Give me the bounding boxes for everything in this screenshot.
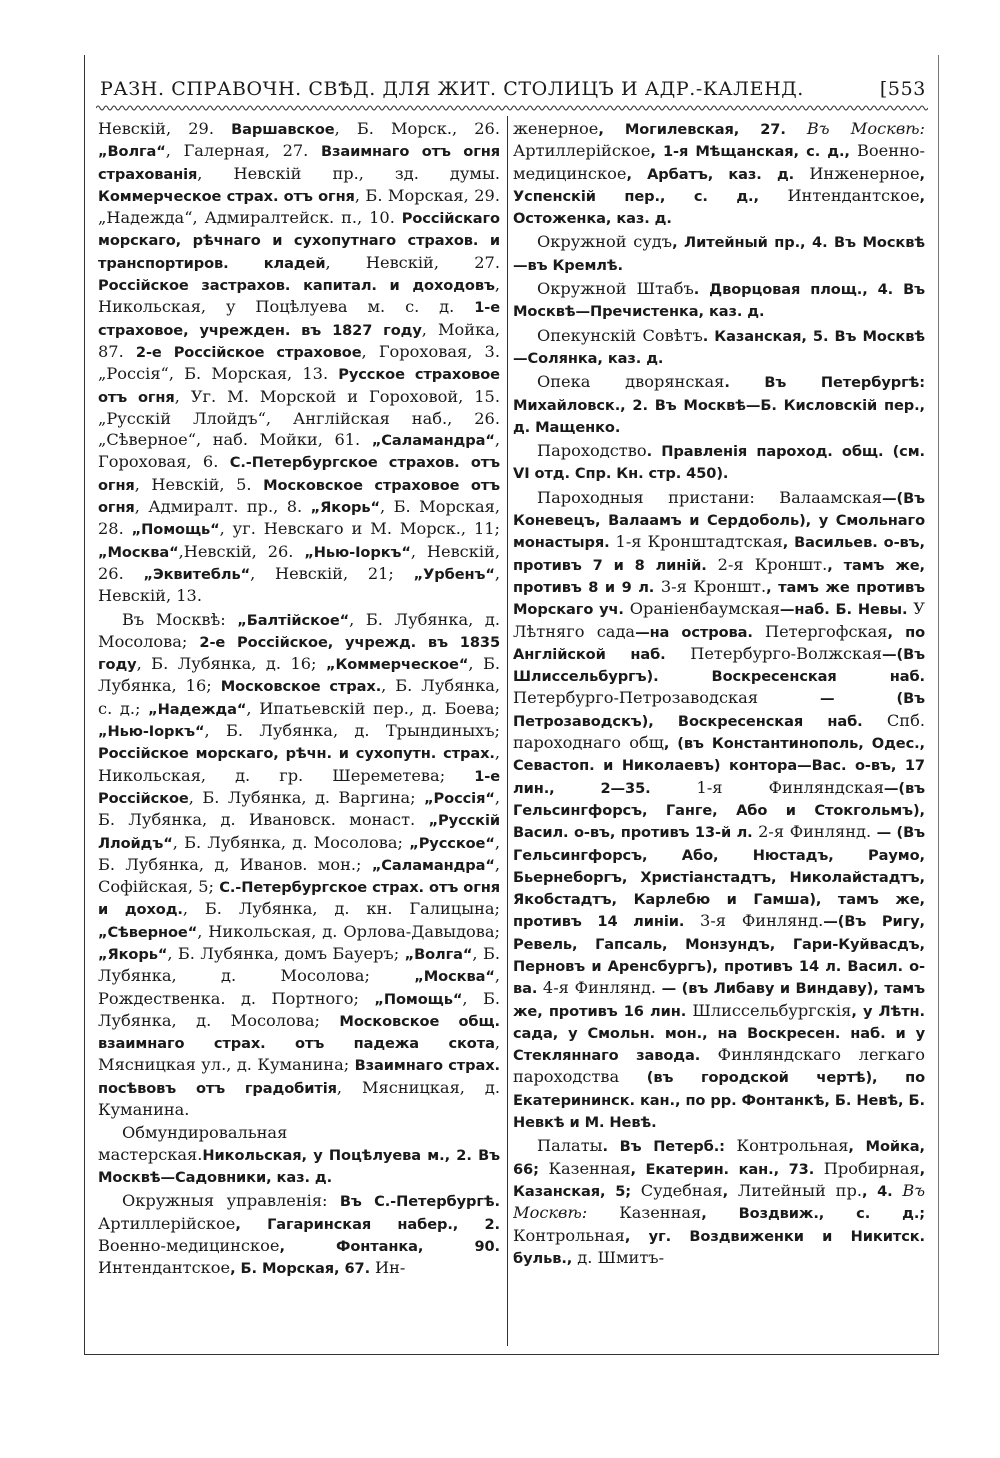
bold-entry: „Нью-Іоркъ“ [304, 543, 411, 561]
text-run: 2-я Финлянд. [758, 822, 872, 842]
text-run: , Гороховая, 6. [98, 430, 500, 472]
bold-entry: —(Въ Коневецъ, Валаамъ и Сердоболь), у Смольнаго монастыря. [513, 489, 925, 552]
bold-entry: „Нью-Іоркъ“ [98, 723, 205, 741]
bold-entry: „Москва“ [98, 543, 179, 561]
bold-entry [755, 490, 779, 507]
bold-entry: , Мойка, 66; [513, 1138, 925, 1178]
text-run: Окружной Штабъ [537, 279, 694, 299]
text-run: Спб. пароходнаго общ [513, 710, 925, 753]
bold-entry: Въ С.-Петербургѣ. [327, 1193, 500, 1211]
text-run: , Мясницкая ул., д. Куманина; [98, 1033, 500, 1075]
page-border-right [938, 55, 939, 1355]
bold-entry: (въ городской чертѣ), по Екатерининск. кан., по рр. Фонтанкѣ, Б. Невѣ, Б. Невкѣ и М. Невѣ. [513, 1069, 925, 1132]
text-run: 4-я Финлянд. [542, 978, 657, 998]
page-border-left [84, 55, 85, 1355]
paragraph [513, 371, 925, 438]
header-title: РАЗН. СПРАВОЧН. СВѢД. ДЛЯ ЖИТ. СТОЛИЦЪ И АДР.-КАЛЕНД. [100, 78, 804, 100]
bold-entry: , Гагаринская набер., 2. [235, 1215, 500, 1233]
text-run: , Софійская, 5; [98, 854, 500, 897]
text-run: Петербурго-Волжская [690, 643, 883, 663]
text-run: , Рождественка. д. Портного; [98, 966, 500, 1008]
bold-entry: С.-Петербургское страх. отъ огня и доход. [98, 879, 500, 919]
text-run: Артиллерійское [98, 1213, 236, 1233]
bold-entry: , Б. Морская, 67. [230, 1260, 376, 1278]
bold-entry: Варшавское [231, 121, 335, 138]
bold-entry: „Балтійское“ [237, 611, 350, 629]
paragraph [98, 1190, 500, 1279]
text-run: 2-я Кроншт. [717, 554, 828, 574]
text-run: Казенная [548, 1158, 631, 1178]
text-run: , Б. Лубянка, 16; [98, 654, 500, 696]
text-run: , уг. Невскаго и М. Морск., 11; [219, 519, 500, 539]
text-run: Ин- [375, 1258, 406, 1278]
text-run: , Невскій, 5. [134, 474, 264, 494]
bold-entry: —на острова. [635, 623, 765, 641]
bold-entry: —(Въ Шлиссельбургъ). Воскресенская наб. [513, 645, 925, 686]
paragraph [513, 440, 925, 485]
bold-entry: , 4. [861, 1182, 903, 1200]
bold-entry: „Саламандра“ [371, 856, 495, 874]
text-run: Военно-медицинское [513, 141, 925, 183]
bold-entry: С.-Петербургское страхов. отъ огня [98, 454, 500, 494]
paragraph [513, 118, 925, 229]
text-run: Литейный пр. [737, 1180, 862, 1200]
paragraph [513, 325, 925, 370]
text-run: 3-я Кроншт. [660, 576, 767, 596]
bold-entry: Московское страховое отъ огня [98, 476, 500, 517]
bold-entry: „Якорь“ [310, 499, 380, 517]
paragraph [513, 231, 925, 276]
text-run: Интендантское [787, 185, 920, 205]
page-number: [553 [879, 78, 926, 100]
text-run: Невскій, 29. [98, 119, 232, 138]
bold-entry: —наб. Б. Невы. [779, 601, 914, 619]
bold-entry: Никольская, у Поцѣлуева м., 2. Въ Москвѣ—Садовники, каз. д. [98, 1146, 500, 1186]
bold-entry: „Эквитебль“ [143, 565, 251, 583]
text-run: , Невскій пр., зд. думы. [197, 163, 500, 183]
text-run: , Невскій, 27. [325, 252, 500, 272]
text-run: Окружныя управленія: [122, 1191, 328, 1211]
paragraph [513, 278, 925, 323]
text-run: , Б. Лубянка, д. Ивановск. монаст. [98, 787, 500, 830]
bold-entry: , Фонтанка, 90. [279, 1237, 500, 1255]
bold-entry: 2-е Россійское, учрежд. въ 1835 году [98, 633, 500, 674]
bold-entry: Взаимнаго страх. посѣвовъ отъ градобитія [98, 1057, 500, 1097]
bold-entry: „Сѣверное“ [98, 923, 198, 941]
bold-entry: , Екатерин. кан., 73. [630, 1160, 824, 1178]
bold-entry: , Воздвиж., с. д.; [701, 1205, 925, 1223]
bold-entry: Россійское морскаго, рѣчн. и сухопутн. страх. [98, 745, 495, 763]
text-run: Въ Москвѣ: [513, 1180, 925, 1223]
header-wavy-rule [96, 103, 928, 113]
bold-entry: —(въ Гельсингфорсъ, Ганге, Або и Стокгольмъ), Васил. о-въ, противъ 13-й л. [513, 779, 925, 842]
bold-entry: , Литейный пр., 4. Въ Москвѣ—въ Кремлѣ. [513, 234, 925, 274]
text-run: Интендантское [98, 1258, 231, 1278]
text-run: , Невскій, 13. [98, 563, 500, 606]
paragraph [513, 1135, 925, 1269]
bold-entry: „Волга“ [98, 143, 166, 161]
bold-entry: Коммерческое страх. отъ огня [98, 187, 355, 205]
bold-entry: , Успенскій пер., с. д., [513, 165, 925, 205]
text-run: 1-я Финляндская [696, 777, 884, 797]
text-run: Обмундировальная мастерская. [98, 1123, 288, 1164]
bold-entry: . Правленія пароход. общ. (см. VI отд. Спр. Кн. стр. 450). [513, 443, 925, 483]
bold-entry: , [722, 1182, 738, 1200]
running-header [100, 74, 926, 104]
bold-entry: , уг. Воздвиженки и Никитск. бульв., [513, 1227, 925, 1267]
text-run: Опека дворянская [537, 372, 725, 392]
text-run: Пароходство [537, 441, 647, 461]
bold-entry: , Могилевская, 27. [598, 121, 807, 138]
bold-entry: , Остоженка, каз. д. [513, 187, 925, 228]
bold-entry: —(Въ Ригу, Ревель, Гапсаль, Монзундъ, Гари-Куйвасдъ, Перновъ и Аренсбургъ), противъ 14 л. Васил. о-ва. [513, 913, 925, 998]
bold-entry: 1-е Россійское [98, 767, 500, 807]
bold-entry: „Урбенъ“ [413, 565, 495, 583]
paragraph [513, 487, 925, 1134]
bold-entry: , 1-я Мѣщанская, с. д., [650, 143, 857, 161]
text-run: , Б. Лубянка, д. Варгина; [188, 787, 425, 807]
bold-entry: . Въ Петербургѣ: Михайловск., 2. Въ Москвѣ—Б. Кисловскій пер., д. Мащенко. [513, 374, 925, 436]
text-run: , Б. Лубянка, д. Мосолова; [98, 609, 500, 651]
text-run: , Адмиралт. пр., 8. [134, 497, 311, 517]
text-run: Петербурго-Петрозаводская [513, 688, 759, 708]
text-run: , Невскій, 26. [98, 541, 500, 583]
bold-entry: , у Лѣтн. сада, у Смольн. мон., на Воскресен. наб. и у Стекляннаго завода. [513, 1002, 925, 1065]
text-run: Артиллерійское [513, 141, 651, 161]
text-run: Окружной судъ [537, 232, 673, 252]
text-run: Инженерное [809, 163, 920, 183]
bold-entry: — (въ Либаву и Виндаву), тамъ же, противъ 16 лин. [513, 980, 925, 1020]
text-run: , Никольская, д. гр. Шереметева; [98, 743, 500, 785]
text-run: Контрольная [513, 1225, 625, 1245]
text-run: женерное [513, 119, 599, 138]
bold-entry: , тамъ же противъ Морскаго уч. [513, 578, 925, 619]
text-run: , Невскій, 21; [250, 563, 414, 583]
text-run: Финляндскаго легкаго пароходства [513, 1045, 925, 1087]
bold-entry: Россійскаго морскаго, рѣчнаго и сухопутнаго страхов. и транспортиров. кладей [98, 210, 500, 272]
bold-entry: „Россія“ [424, 789, 495, 807]
text-run: Шлиссельбургскія [692, 1000, 852, 1020]
text-run: , Уг. М. Морской и Гороховой, 15. „Русскій Ллойдъ“, Англійская наб., 26. „Сѣверное“, наб. Мойки, 61. [98, 386, 500, 450]
bold-entry: 1-е страховое, учрежден. въ 1827 году [98, 299, 500, 339]
text-run: , Б. Лубянка, д. Мосолова; [98, 988, 500, 1030]
text-run: , Мойка, 87. [98, 319, 500, 361]
text-run: Судебная [640, 1180, 723, 1200]
text-run: Ораніенбаумская [629, 599, 780, 619]
paragraph [98, 1122, 500, 1188]
bold-entry: , Васильев. о-въ, противъ 7 и 8 линій. [513, 534, 925, 574]
text-run: , Б. Морск., 26. [334, 119, 500, 138]
text-run: , Б. Лубянка, д, Иванов. мон.; [98, 832, 500, 874]
text-run: , Б. Лубянка, д. 16; [136, 654, 326, 674]
bold-entry: — (Въ Петрозаводскъ), Воскресенская наб. [513, 690, 925, 730]
text-run: Казенная [619, 1203, 702, 1223]
bold-entry: — (Въ Гельсингфорсъ, Або, Нюстадъ, Раумо, Бьернеборгъ, Христіанстадтъ, Николайстадтъ, Якобстадтъ, Карлебю и Гамша), тамъ же, противъ 14 линіи. [513, 824, 925, 931]
bold-entry: „Волга“ [404, 945, 473, 963]
text-run: У Лѣтняго сада [513, 599, 925, 641]
text-run: , Б. Лубянка, д. Мосолова; [172, 832, 410, 852]
bold-entry: „Коммерческое“ [325, 656, 469, 674]
text-run: , Никольская, у Поцѣлуева м. с. д. [98, 275, 500, 317]
bold-entry: „Москва“ [414, 968, 495, 986]
text-run: , Галерная, 27. [165, 141, 321, 161]
text-run: Контрольная [736, 1136, 849, 1156]
text-run: , Б. Лубянка, д. Трындиныхъ; [204, 721, 500, 741]
text-run: , Мясницкая, д. Куманина. [98, 1077, 500, 1120]
bold-entry: „Помощь“ [131, 521, 220, 539]
bold-entry: Русское страховое отъ огня [98, 366, 500, 406]
bold-entry: Московское страх. [220, 678, 382, 696]
text-run: 1-я Кронштадтская [615, 532, 783, 552]
paragraph [98, 609, 500, 1121]
text-run: , Гороховая, 3. „Россія“, Б. Морская, 13. [98, 341, 500, 384]
text-run: 3-я Финлянд. [700, 911, 824, 931]
text-run: Въ Москвѣ: [122, 609, 238, 629]
text-run: , Ипатьевскій пер., д. Боева; [246, 698, 500, 718]
bold-entry: „Русское“ [409, 834, 495, 852]
text-run: Пароходныя пристани: [537, 487, 755, 507]
bold-entry: Россійское застрахов. капитал. и доходовъ [98, 277, 495, 295]
page-border-bottom [84, 1354, 939, 1355]
bold-entry: . Въ Петерб.: [602, 1138, 737, 1156]
bold-entry: Взаимнаго отъ огня страхованія [98, 143, 500, 183]
right-column [513, 118, 925, 1350]
bold-entry: „Саламандра“ [371, 432, 495, 450]
bold-entry: 2-е Россійское страховое [135, 343, 362, 361]
text-run: , Б. Морская, 29. „Надежда“, Адмиралтейск. п., 10. [98, 185, 500, 228]
text-run: Пробирная [823, 1158, 920, 1178]
bold-entry: „Русскій Ллойдъ“ [98, 812, 500, 852]
text-run: , Б. Лубянка, домъ Бауеръ; [167, 943, 405, 963]
text-run: , Б. Лубянка, с. д.; [98, 676, 500, 718]
text-run: Военно-медицинское [98, 1235, 280, 1255]
text-run: Въ Москвѣ: [806, 119, 925, 138]
text-run: , Никольская, д. Орлова-Давыдова; [197, 921, 500, 941]
bold-entry: . Казанская, 5. Въ Москвѣ—Солянка, каз. д. [513, 327, 925, 367]
column-divider [507, 116, 508, 1346]
bold-entry: Московское общ. взаимнаго страх. отъ падежа скота [98, 1012, 500, 1053]
bold-entry: „Помощь“ [374, 990, 463, 1008]
bold-entry: , (въ Константинополь, Одес., Севастоп. и Николаевъ) контора—Вас. о-въ, 17 лин., 2—35. [513, 735, 925, 797]
bold-entry: , по Англійской наб. [513, 623, 925, 663]
text-run: Валаамская [779, 487, 883, 507]
bold-entry: „Надежда“ [148, 700, 247, 718]
bold-entry: . Дворцовая площ., 4. Въ Москвѣ—Пречистенка, каз. д. [513, 281, 925, 321]
text-run: д. Шмитъ- [577, 1247, 665, 1267]
bold-entry: , тамъ же, противъ 8 и 9 л. [513, 556, 925, 596]
bold-entry: , Арбатъ, каз. д. [626, 165, 810, 183]
text-run: , Б. Лубянка, д. Мосолова; [98, 943, 500, 986]
bold-entry: „Якорь“ [98, 945, 168, 963]
paragraph [98, 118, 500, 607]
text-run: Опекунскій Совѣтъ [537, 325, 703, 345]
text-run: ,Невскій, 26. [178, 541, 305, 561]
left-column [98, 118, 500, 1350]
text-run: Палаты [537, 1136, 603, 1156]
bold-entry [587, 1205, 619, 1222]
bold-entry: , Казанская, 5; [513, 1160, 925, 1200]
text-run: Петергофская [764, 621, 888, 641]
text-run: , Б. Морская, 28. [98, 497, 500, 539]
text-run: , Б. Лубянка, д. кн. Галицына; [182, 899, 500, 919]
